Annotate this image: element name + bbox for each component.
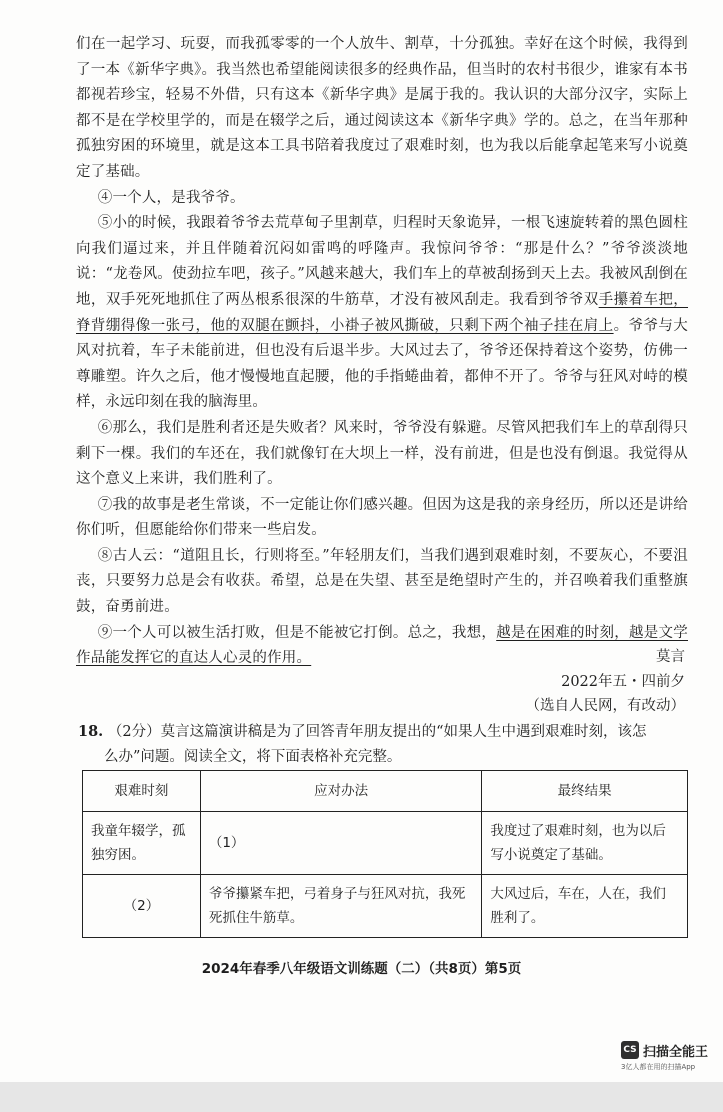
header-response: 应对办法 (200, 771, 481, 812)
answer-table (82, 770, 688, 938)
scanner-app-name: 扫描全能王 (643, 1045, 709, 1060)
question-points: （2分） (107, 724, 161, 740)
paragraph-5-text-b: 。爷爷与大风对抗着，车子未能前进，但也没有后退半步。大风过去了，爷爷还保持着这个姿势，仿佛一尊雕塑。许久之后，他才慢慢地直起腰，他的手指蜷曲着，都伸不开了。爷爷与狂风对峙的模样，永远印刻在我的脑海里。 (76, 317, 689, 411)
paragraph-4: ④一个人，是我爷爷。 (97, 189, 245, 206)
signature-date: 2022年五・四前夕 (561, 674, 685, 690)
question-number: 18. (78, 723, 104, 740)
table-cell: 爷爷攥紧车把，弓着身子与狂风对抗，我死死抓住牛筋草。 (200, 875, 481, 938)
question-text-line2: 么办”问题。阅读全文，将下面表格补充完整。 (104, 749, 402, 765)
scanner-watermark (621, 1041, 721, 1073)
paragraph-7: ⑦我的故事是老生常谈，不一定能让你们感兴趣。但因为这是我的亲身经历，所以还是讲给你们听，但愿能给你们带来一些启发。 (76, 496, 688, 539)
paragraph-5-text-a: ⑤小的时候，我跟着爷爷去荒草甸子里割草，归程时天象诡异，一根飞速旋转着的黑色圆柱向我们逼过来，并且伴随着沉闷如雷鸣的呼隆声。我惊问爷爷：“那是什么？”爷爷淡淡地说：“龙卷风。使劲拉车吧，孩子。”风越来越大，我们车上的草被刮扬到天上去。我被风刮倒在地，双手死死地抓住了两丛根系很深的牛筋草，才没有被风刮走。我看到爷爷双 (76, 215, 688, 308)
question-18 (78, 719, 690, 770)
paragraph-5 (76, 211, 688, 416)
paragraph-5-underlined: 手攥着车把，脊背绷得像一张弓，他的双腿在颤抖，小褂子被风撕破，只剩下两个袖子挂在肩上 (76, 291, 689, 334)
table-header-row (83, 771, 688, 812)
table-row (83, 812, 688, 875)
answer-blank-2: （2） (83, 875, 201, 938)
table-cell: 大风过后，车在，人在，我们胜利了。 (482, 875, 688, 938)
paragraph-8: ⑧古人云：“道阻且长，行则将至。”年轻朋友们，当我们遇到艰难时刻，不要灰心，不要沮丧，只要努力总是会有收获。希望，总是在失望、甚至是绝望时产生的，并召唤着我们重整旗鼓，奋勇前进。 (76, 547, 688, 616)
signature-source: （选自人民网，有改动） (525, 698, 685, 714)
paragraph-intro: 们在一起学习、玩耍，而我孤零零的一个人放牛、割草，十分孤独。幸好在这个时候，我得到了一本《新华字典》。我当然也希望能阅读很多的经典作品，但当时的农村书很少，谁家有本书都视若珍宝，轻易不外借，只有这本《新华字典》是属于我的。我认识的大部分汉字，实际上都不是在学校里学的，而是在辍学之后，通过阅读这本《新华字典》学的。总之，在当年那种孤独穷困的环境里，就是这本工具书陪着我度过了艰难时刻，也为我以后能拿起笔来写小说奠定了基础。 (76, 36, 688, 180)
paragraph-6: ⑥那么，我们是胜利者还是失败者？风来时，爷爷没有躲避。尽管风把我们车上的草刮得只剩下一棵。我们的车还在，我们就像钉在大坝上一样，没有前进，但是也没有倒退。我觉得从这个意义上来讲，我们胜利了。 (76, 419, 688, 488)
signature-author: 莫言 (656, 649, 685, 665)
table-cell: 我童年辍学，孤独穷困。 (83, 812, 201, 875)
paragraph-9-text: ⑨一个人可以被生活打败，但是不能被它打倒。总之，我想， (97, 624, 497, 641)
header-result: 最终结果 (482, 771, 688, 812)
question-text-line1: 莫言这篇演讲稿是为了回答青年朋友提出的“如果人生中遇到艰难时刻，该怎 (160, 724, 647, 740)
header-difficulty: 艰难时刻 (83, 771, 201, 812)
answer-blank-1: （1） (200, 812, 481, 875)
page-footer: 2024年春季八年级语文训练题（二）（共8页）第5页 (201, 961, 522, 977)
table-row (83, 875, 688, 938)
paragraph-9-underlined: 越是在困难的时刻，越是文学作品能发挥它的直达人心灵的作用。 (76, 624, 688, 667)
reading-passage (76, 32, 688, 672)
camscanner-logo-icon: CS (621, 1041, 639, 1059)
table-cell: 我度过了艰难时刻，也为以后写小说奠定了基础。 (482, 812, 688, 875)
bottom-bar (0, 1082, 723, 1112)
scanner-tagline: 3亿人都在用的扫描App (621, 1063, 696, 1071)
